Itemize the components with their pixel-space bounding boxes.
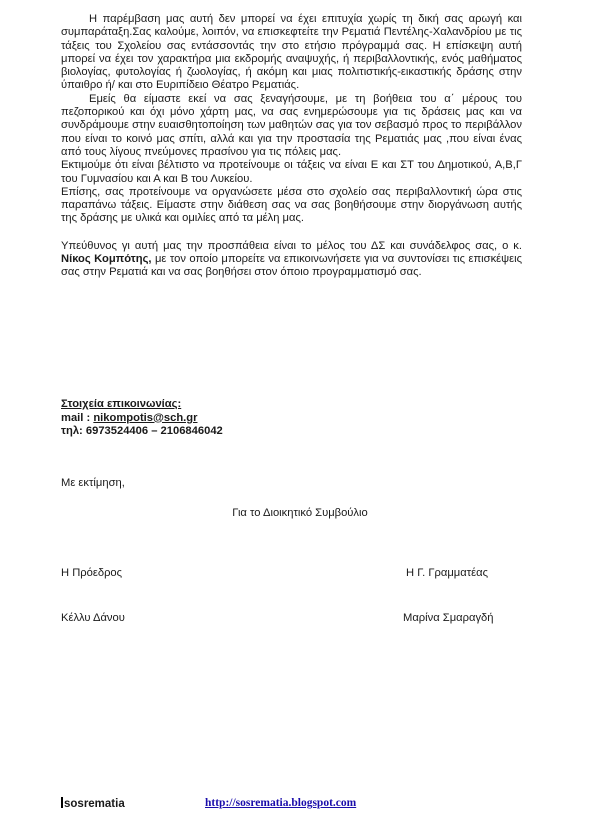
footer-blog-link[interactable]: http://sosrematia.blogspot.com <box>205 797 357 809</box>
paragraph-responsible <box>61 240 522 280</box>
closing-regards: Με εκτίμηση, <box>61 477 125 489</box>
paragraph-invitation: Η παρέμβαση μας αυτή δεν μπορεί να έχει επιτυχία χωρίς τη δική σας αρωγή και συμπαράταξη.Σας καλούμε, λοιπόν, να επισκεφτείτε την Ρεματιά Πεντέλης-Χαλανδρίου με τις τάξεις του Σχολείου σας εντάσσοντάς την στο ετήσιο πρόγραμμά σας. Η επίσκεψη αυτή μπορεί να έχει τον χαρακτήρα μια εκδρομής αναψυχής, ή περιβαλλοντικής, ενός μαθήματος βιολογίας, φυτολογίας ή ζωολογίας, ή ακόμη και μιας πολιτιστικής-εικαστικής δράσης στην ύπαιθρο ή/ και στο Ευριπίδειο Θέατρο Ρεματιάς. <box>61 13 522 92</box>
contact-block <box>61 398 361 439</box>
footer-bar-mark <box>61 797 63 808</box>
mail-label: mail : <box>61 411 94 424</box>
paragraph-gap <box>61 226 522 240</box>
signatory-left-title: Η Πρόεδρος <box>61 567 123 579</box>
contact-phone: τηλ: 6973524406 – 2106846042 <box>61 425 223 438</box>
paragraph-environmental-hour: Επίσης, σας προτείνουμε να οργανώσετε μέσα στο σχολείο σας περιβαλλοντική ώρα στις παραπάνω τάξεις. Είμαστε στην διάθεση σας να σας βοηθήσουμε στην διοργάνωση αυτής της δράσης με υλικά και ομιλίες από τα μέλη μας. <box>61 185 522 225</box>
footer-brand <box>61 797 125 810</box>
paragraph-grades: Εκτιμούμε ότι είναι βέλτιστο να προτείνουμε οι τάξεις να είναι Ε και ΣΤ του Δημοτικού, Α,Β,Γ του Γυμνασίου και Α και Β του Λυκείου. <box>61 159 522 185</box>
letter-body <box>61 13 522 280</box>
paragraph-guided-tour: Εμείς θα είμαστε εκεί να σας ξεναγήσουμε, με τη βοήθεια του α΄ μέρους του πεζοπορικού και όχι μόνο χάρτη μας, να σας ενημερώσουμε για τις δράσεις μας και να συνδράμουμε στην ευαισθητοποίηση των μαθητών σας για τον σεβασμό προς το περιβάλλον που είναι το κοινό μας σπίτι, αλλά και για την προστασία της Ρεματιάς μας ,που είναι ένας από τους λίγους πνεύμονες πρασίνου για τις πόλεις μας. <box>61 92 522 158</box>
mail-address: nikompotis@sch.gr <box>93 411 198 424</box>
contact-mail-line <box>61 412 361 426</box>
footer-brand-text: sosrematia <box>64 798 125 810</box>
responsible-name: Νίκος Κομπότης, <box>61 253 152 266</box>
contact-heading: Στοιχεία επικοινωνίας: <box>61 398 182 410</box>
responsible-text-after: με τον οποίο μπορείτε να επικοινωνήσετε για να συντονίσει τις επισκέψεις σας στην Ρεματιά και να σας βοηθήσει στον όποιο προγραμματισμό σας. <box>61 253 522 279</box>
closing-board: Για το Διοικητικό Συμβούλιο <box>232 507 368 519</box>
signatory-right-name: Μαρίνα Σμαραγδή <box>403 612 494 624</box>
signatory-right-title: Η Γ. Γραμματέας <box>406 567 488 579</box>
responsible-text-before: Υπεύθυνος γι αυτή μας την προσπάθεια είναι το μέλος του ΔΣ και συνάδελφος σας, ο κ. <box>61 239 522 252</box>
signatory-left-name: Κέλλυ Δάνου <box>61 612 125 624</box>
